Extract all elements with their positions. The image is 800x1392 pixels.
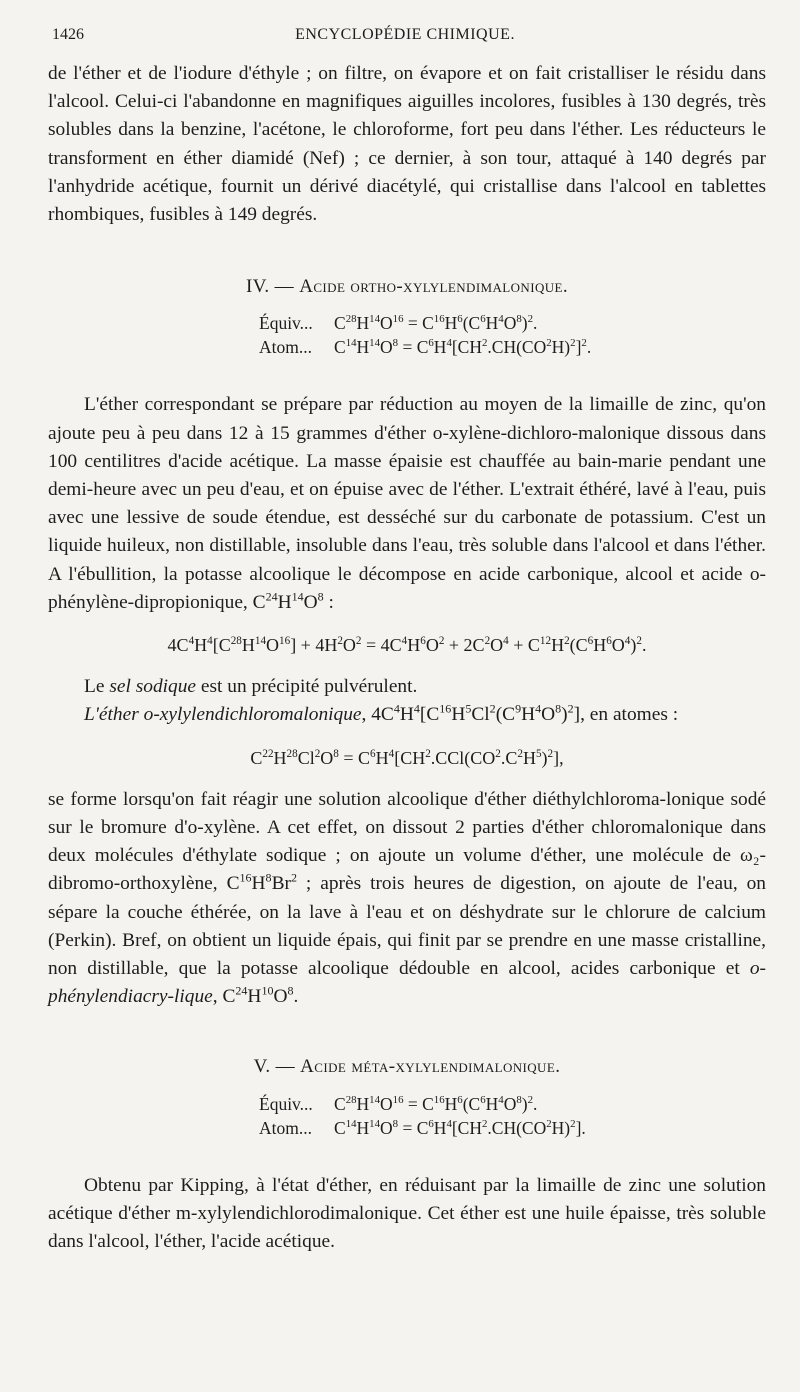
section-numeral: IV. — bbox=[245, 276, 295, 298]
page-header bbox=[52, 26, 758, 54]
atomic-formula: $C^{22}H^{28}Cl^2O^8 = C^6H^4[CH^2.CCl(CO^2.C^2H^5)^2]$, bbox=[250, 747, 564, 768]
formula-label: Équiv... bbox=[259, 1093, 313, 1114]
forme-text-b: ; après trois heures de digestion, on ajoute de l'eau, on sépare la couche éthérée, on la lave à l'eau et on déshydrate sur le chlorure de calcium (Perkin). Bref, on obtient un liquide épais, qui finit par se prendre en une masse cristalline, non distillable, que la potasse alcoolique dédouble en alcool, acides carbonique et bbox=[48, 873, 766, 980]
formula-expression: $C^{28}H^{14}O^{16} = C^{16}H^6(C^6H^4O^8)^2$. bbox=[334, 1093, 538, 1114]
formula-label: Équiv... bbox=[259, 313, 313, 334]
formula-expression: $C^{14}H^{14}O^8 = C^6H^4[CH^2.CH(CO^2H)^2]$. bbox=[334, 1117, 586, 1138]
dichloro-term: L'éther o-xylylendichloromalonique bbox=[84, 704, 362, 726]
reaction-equation: $4C^4H^4[C^{28}H^{14}O^{16}] + 4H^2O^2 = 4C^4H^6O^2 + 2C^2O^4 + C^{12}H^2(C^6H^6O^4)^2$. bbox=[167, 635, 647, 656]
page-number: 1426 bbox=[52, 26, 84, 43]
dichloro-suffix: , en atomes : bbox=[580, 704, 679, 726]
section-title: Acide méta-xylylendimalonique. bbox=[300, 1056, 561, 1078]
intro-paragraph: de l'éther et de l'iodure d'éthyle ; on filtre, on évapore et on fait cristalliser le résidu dans l'alcool. Celui-ci l'abandonne en magnifiques aiguilles incolores, fusibles à 130 degrés, très solubles dans la benzine, l'acétone, le chloroforme, fort peu dans l'éther. Les réducteurs le transforment en éther diamidé (Nef) ; ce dernier, à son tour, attaqué à 140 degrés par l'anhydride acétique, fournit un dérivé diacétylé, qui cristallise dans l'alcool en tablettes rhombiques, fusibles à 149 degrés. bbox=[48, 63, 766, 226]
running-title: ENCYCLOPÉDIE CHIMIQUE. bbox=[295, 26, 515, 43]
section-title: Acide ortho-xylylendimalonique. bbox=[299, 276, 569, 298]
acry-term: o-phénylendiacry-lique bbox=[48, 958, 766, 1008]
section-heading-iv bbox=[48, 273, 766, 301]
ether-paragraph: L'éther correspondant se prépare par réduction au moyen de la limaille de zinc, qu'on ajoute peu à peu dans 12 à 15 grammes d'éther o-xylène-dichloro-malonique dissous dans 100 centilitres d'acide acétique. La masse épaisie est chauffée au bain-marie pendant une demi-heure avec un peu d'eau, et on épuise avec de l'éther. L'extrait éthéré, lavé à l'eau, puis avec une lessive de soude étendue, est desséché sur du carbonate de potassium. C'est un liquide huileux, non distillable, insoluble dans l'eau, très soluble dans l'alcool et dans l'éther. A l'ébullition, la potasse alcoolique le décompose en acide carbonique, alcool et acide o-phénylène-dipropionique, $C^{24}H^{14}O^8$ : bbox=[48, 394, 766, 613]
formula-label: Atom... bbox=[259, 1117, 312, 1138]
forme-paragraph: se forme lorsqu'on fait réagir une solution alcoolique d'éther diéthylchloroma-lonique sodé sur le bromure d'o-xylène. A cet effet, on dissout 2 parties d'éther chloromalonique dans deux molécules d'éthylate sodique ; on ajoute un volume d'éther, une molécule de ω₂-dibromo-orthoxylène, $C^{16}H^8Br^2$ ; après trois heures de digestion, on ajoute de l'eau, on sépare la couche éthérée, on la lave à l'eau et on déshydrate sur le chlorure de calcium (Perkin). Bref, on obtient un liquide épais, qui finit par se prendre en une masse cristalline, non distillable, que la potasse alcoolique dédouble en alcool, acides carbonique et o-phénylendiacry-lique, $C^{24}H^{10}O^8$. bbox=[48, 788, 766, 1008]
formula-atom-row bbox=[48, 1116, 766, 1140]
formula-expression: $C^{14}H^{14}O^8 = C^6H^4[CH^2.CH(CO^2H)^2]^2$. bbox=[334, 337, 592, 358]
sodium-salt-paragraph bbox=[48, 673, 766, 701]
formula-label: Atom... bbox=[259, 337, 312, 358]
formula-expression: $C^{28}H^{14}O^{16} = C^{16}H^6(C^6H^4O^8)^2$. bbox=[334, 313, 538, 334]
page-body bbox=[48, 60, 766, 1256]
dichloro-paragraph: L'éther o-xylylendichloromalonique, $4C^4H^4[C^{16}H^5Cl^2(C^9H^4O^8)^2]$, en atomes : bbox=[84, 701, 679, 726]
formula-block-v bbox=[48, 1092, 766, 1140]
sel-suffix: est un précipité pulvérulent. bbox=[200, 676, 418, 698]
ether-text: L'éther correspondant se prépare par réduction au moyen de la limaille de zinc, qu'on ajoute peu à peu dans 12 à 15 grammes d'éther o-xylène-dichloro-malonique dissous dans 100 centilitres d'acide acétique. La masse épaisie est chauffée au bain-marie pendant une demi-heure avec un peu d'eau, et on épuise avec de l'éther. L'extrait éthéré, lavé à l'eau, puis avec une lessive de soude étendue, est desséché sur du carbonate de potassium. C'est un liquide huileux, non distillable, insoluble dans l'eau, très soluble dans l'alcool et dans l'éther. A l'ébullition, la potasse alcoolique le décompose en acide carbonique, alcool et acide o-phénylène-dipropionique, bbox=[48, 394, 766, 613]
formula-block-iv bbox=[48, 311, 766, 359]
section-numeral: V. — bbox=[253, 1056, 296, 1078]
forme-text-a: se forme lorsqu'on fait réagir une solution alcoolique d'éther diéthylchloroma-lonique sodé sur le bromure d'o-xylène. A cet effet, on dissout 2 parties d'éther chloromalonique dans deux molécules d'éthylate sodique ; on ajoute un volume d'éther, une molécule de ω₂-dibromo-orthoxylène, bbox=[48, 788, 766, 895]
section-heading-v bbox=[48, 1053, 766, 1081]
formula-equiv-row bbox=[48, 1092, 766, 1116]
formula-equiv-row bbox=[48, 311, 766, 335]
kipping-paragraph: Obtenu par Kipping, à l'état d'éther, en réduisant par la limaille de zinc une solution acétique d'éther m-xylylendichlorodimalonique. Cet éther est une huile épaisse, très soluble dans l'alcool, l'éther, l'acide acétique. bbox=[48, 1174, 766, 1253]
sel-term: sel sodique bbox=[109, 676, 197, 698]
formula-atom-row bbox=[48, 335, 766, 359]
sel-prefix: Le bbox=[84, 676, 105, 698]
